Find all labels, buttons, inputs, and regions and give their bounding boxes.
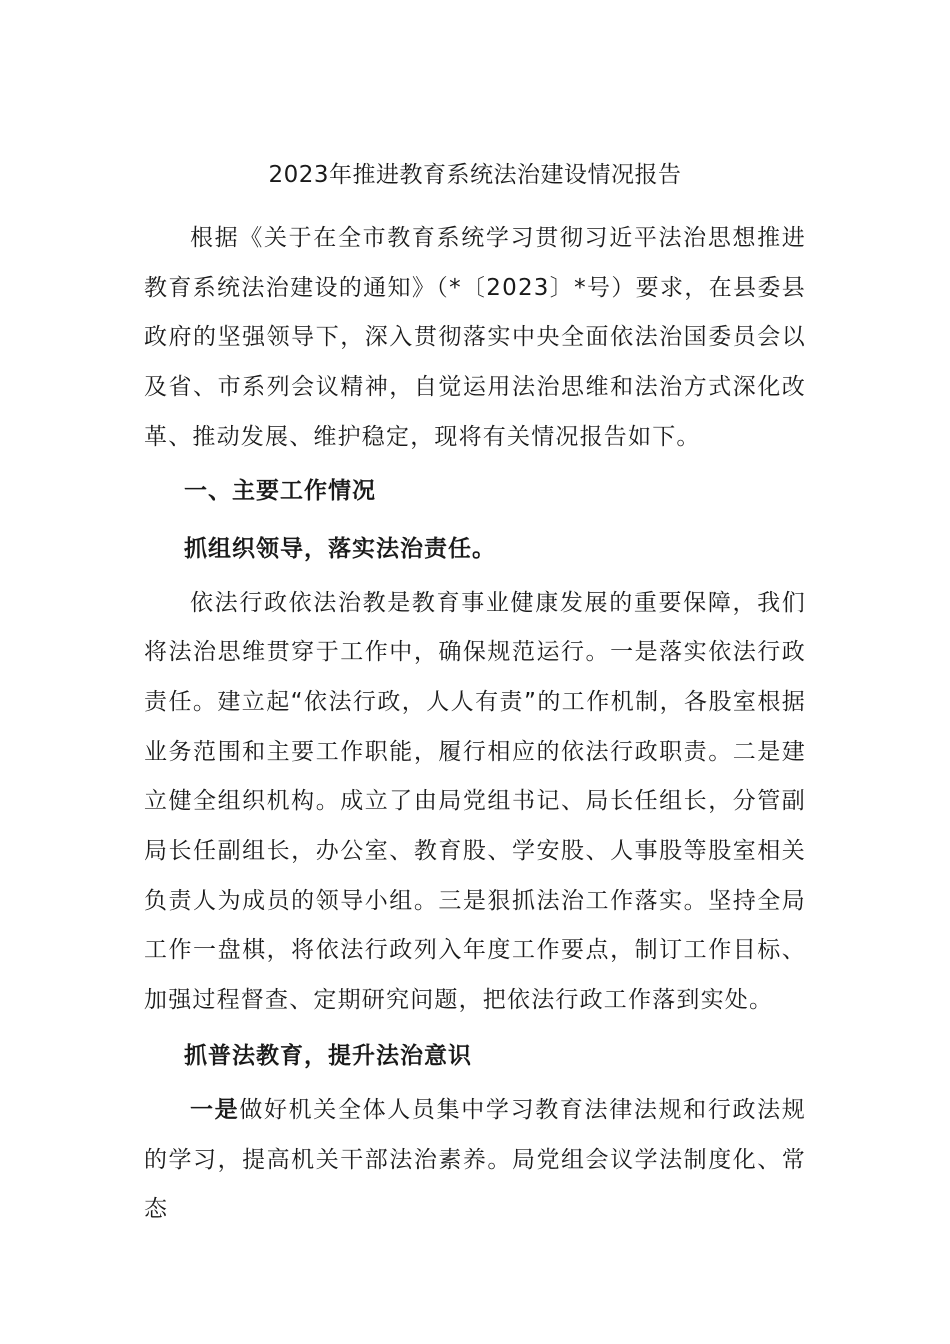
intro-paragraph: 根据《关于在全市教育系统学习贯彻习近平法治思想推进教育系统法治建设的通知》（*〔2023〕*号）要求，在县委县政府的坚强领导下，深入贯彻落实中央全面依法治国委员会以及省、市系列会议精神，自觉运用法治思维和法治方式深化改革、推动发展、维护稳定，现将有关情况报告如下。 <box>144 225 806 450</box>
subheading-organization-leadership: 抓组织领导，落实法治责任。 <box>184 535 496 562</box>
subheading-law-education: 抓普法教育，提升法治意识 <box>184 1042 472 1069</box>
document-body <box>144 214 806 1235</box>
paragraph-organization-leadership: 依法行政依法治教是教育事业健康发展的重要保障，我们将法治思维贯穿于工作中，确保规范运行。一是落实依法行政责任。建立起“依法行政，人人有责”的工作机制，各股室根据业务范围和主要工作职能，履行相应的依法行政职责。二是建立健全组织机构。成立了由局党组书记、局长任组长，分管副局长任副组长，办公室、教育股、学安股、人事股等股室相关负责人为成员的领导小组。三是狠抓法治工作落实。坚持全局工作一盘棋，将依法行政列入年度工作要点，制订工作目标、加强过程督查、定期研究问题，把依法行政工作落到实处。 <box>144 589 806 1014</box>
paragraph-law-education <box>144 1086 806 1235</box>
paragraph-lead-text: 一是 <box>190 1096 240 1123</box>
paragraph-body-text: 做好机关全体人员集中学习教育法律法规和行政法规的学习，提高机关干部法治素养。局党组会议学法制度化、常态 <box>144 1096 806 1223</box>
section-heading-main-work: 一、主要工作情况 <box>184 477 376 504</box>
document-title: 2023年推进教育系统法治建设情况报告 <box>268 162 682 188</box>
